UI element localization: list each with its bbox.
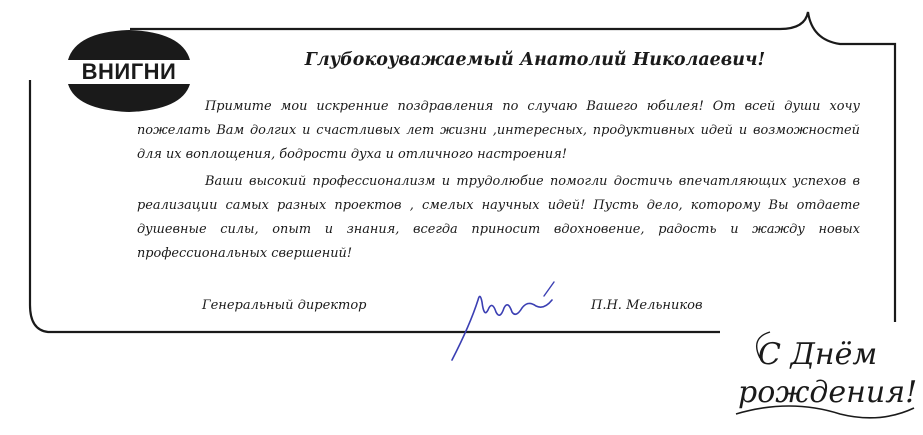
body-paragraph: Примите мои искренние поздравления по случаю Вашего юбилея! От всей души хочу пожелать Вам долгих и счастливых лет жизни ,интересных, продуктивных идей и возможностей для их воплощения, бодрости духа и отличного настроения! [137, 99, 860, 162]
letter-body [137, 95, 860, 266]
body-paragraph: Ваши высокий профессионализм и трудолюбие помогли достичь впечатляющих успехов в реализации самых разных проектов , смелых научных идей! Пусть дело, которому Вы отдаете душевные силы, опыт и знания, всегда приносит вдохновение, радость и жажду новых профессиональных свершений! [137, 174, 860, 261]
greeting-line-1: С Днём [758, 337, 878, 372]
birthday-greeting-stamp [730, 318, 920, 428]
logo-text: ВНИГНИ [81, 59, 177, 84]
greeting-line-2: рождения! [738, 375, 918, 410]
salutation-heading: Глубокоуважаемый Анатолий Николаевич! [304, 50, 766, 70]
signer-name: П.Н. Мельников [591, 298, 703, 313]
handwritten-signature [440, 270, 570, 365]
signer-position: Генеральный директор [202, 298, 367, 313]
